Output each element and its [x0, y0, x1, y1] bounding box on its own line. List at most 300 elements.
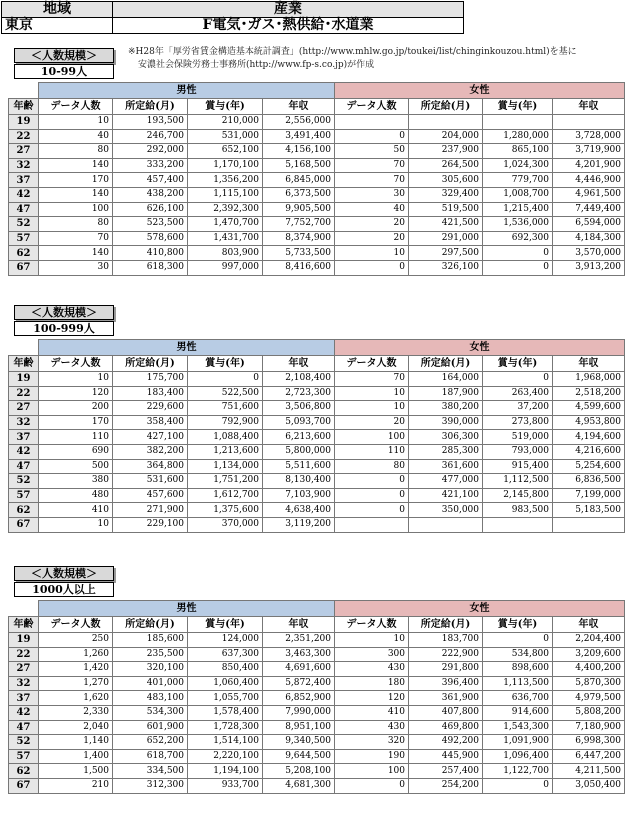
- table-row: [9, 231, 625, 246]
- value-cell: 2,392,300: [188, 202, 263, 217]
- value-cell: 264,500: [409, 158, 483, 173]
- value-cell: 2,351,200: [263, 633, 335, 648]
- value-cell: 5,183,500: [553, 503, 625, 518]
- region-label: 地域: [2, 2, 113, 18]
- value-cell: 0: [483, 372, 553, 387]
- age-cell: 47: [9, 202, 39, 217]
- value-cell: 0: [188, 372, 263, 387]
- column-header: 年収: [553, 356, 625, 372]
- female-group-header: 女性: [335, 340, 625, 356]
- value-cell: 254,200: [409, 778, 483, 793]
- value-cell: 578,600: [113, 231, 188, 246]
- value-cell: 5,511,600: [263, 459, 335, 474]
- value-cell: 430: [335, 662, 409, 677]
- value-cell: 5,870,300: [553, 676, 625, 691]
- value-cell: 1,213,600: [188, 444, 263, 459]
- value-cell: 70: [335, 158, 409, 173]
- value-cell: 320,100: [113, 662, 188, 677]
- value-cell: 618,300: [113, 260, 188, 275]
- column-header: 所定給(月): [409, 99, 483, 115]
- value-cell: 637,300: [188, 647, 263, 662]
- value-cell: 285,300: [409, 444, 483, 459]
- value-cell: 5,872,400: [263, 676, 335, 691]
- table-row: [9, 503, 625, 518]
- value-cell: 1,543,300: [483, 720, 553, 735]
- value-cell: 358,400: [113, 415, 188, 430]
- age-cell: 57: [9, 488, 39, 503]
- value-cell: 933,700: [188, 778, 263, 793]
- age-cell: 22: [9, 386, 39, 401]
- value-cell: 246,700: [113, 129, 188, 144]
- value-cell: 2,518,200: [553, 386, 625, 401]
- value-cell: 4,599,600: [553, 401, 625, 416]
- value-cell: 37,200: [483, 401, 553, 416]
- value-cell: 534,800: [483, 647, 553, 662]
- value-cell: 915,400: [483, 459, 553, 474]
- value-cell: 1,280,000: [483, 129, 553, 144]
- value-cell: 401,000: [113, 676, 188, 691]
- column-header: 年収: [263, 356, 335, 372]
- value-cell: 4,638,400: [263, 503, 335, 518]
- value-cell: 390,000: [409, 415, 483, 430]
- value-cell: 5,093,700: [263, 415, 335, 430]
- value-cell: 2,556,000: [263, 115, 335, 130]
- corner-cell: [9, 340, 39, 356]
- table-row: [9, 401, 625, 416]
- size-label: ＜人数規模＞: [14, 566, 114, 581]
- value-cell: [483, 115, 553, 130]
- value-cell: 7,180,900: [553, 720, 625, 735]
- value-cell: 983,500: [483, 503, 553, 518]
- value-cell: 3,209,600: [553, 647, 625, 662]
- source-note-line2: 安濃社会保険労務士事務所(http://www.fp-s.co.jp)が作成: [138, 60, 375, 70]
- value-cell: 2,330: [39, 705, 113, 720]
- column-header: データ人数: [39, 617, 113, 633]
- value-cell: 4,216,600: [553, 444, 625, 459]
- value-cell: 50: [335, 144, 409, 159]
- table-row: [9, 430, 625, 445]
- source-note-line1: ※H28年「厚労省賃金構造基本統計調査」(http://www.mhlw.go.jp/toukei/list/chinginkouzou.html)を基に: [128, 47, 577, 57]
- value-cell: 320: [335, 735, 409, 750]
- value-cell: 8,951,100: [263, 720, 335, 735]
- column-header: 年収: [553, 617, 625, 633]
- value-cell: 421,500: [409, 217, 483, 232]
- value-cell: 652,200: [113, 735, 188, 750]
- value-cell: 779,700: [483, 173, 553, 188]
- male-group-header: 男性: [39, 601, 335, 617]
- value-cell: 80: [335, 459, 409, 474]
- value-cell: 865,100: [483, 144, 553, 159]
- region-value: 東京: [2, 18, 113, 34]
- value-cell: 6,845,000: [263, 173, 335, 188]
- age-cell: 37: [9, 430, 39, 445]
- age-cell: 32: [9, 415, 39, 430]
- value-cell: 427,100: [113, 430, 188, 445]
- value-cell: 20: [335, 231, 409, 246]
- value-cell: [553, 517, 625, 532]
- value-cell: 531,000: [188, 129, 263, 144]
- age-cell: 37: [9, 691, 39, 706]
- value-cell: 793,000: [483, 444, 553, 459]
- value-cell: 1,270: [39, 676, 113, 691]
- value-cell: 410,800: [113, 246, 188, 261]
- age-cell: 67: [9, 260, 39, 275]
- value-cell: 4,953,800: [553, 415, 625, 430]
- value-cell: 519,000: [483, 430, 553, 445]
- value-cell: 438,200: [113, 187, 188, 202]
- value-cell: 3,728,000: [553, 129, 625, 144]
- table-row: [9, 260, 625, 275]
- value-cell: 200: [39, 401, 113, 416]
- value-cell: 5,800,000: [263, 444, 335, 459]
- value-cell: 183,400: [113, 386, 188, 401]
- value-cell: 898,600: [483, 662, 553, 677]
- value-cell: 1,420: [39, 662, 113, 677]
- value-cell: 492,200: [409, 735, 483, 750]
- table-row: [9, 691, 625, 706]
- value-cell: 1,024,300: [483, 158, 553, 173]
- value-cell: 210,000: [188, 115, 263, 130]
- value-cell: 1,112,500: [483, 474, 553, 489]
- age-header: 年齢: [9, 617, 39, 633]
- value-cell: 235,500: [113, 647, 188, 662]
- value-cell: 792,900: [188, 415, 263, 430]
- age-cell: 62: [9, 246, 39, 261]
- table-row: [9, 459, 625, 474]
- value-cell: 7,449,400: [553, 202, 625, 217]
- value-cell: 6,373,500: [263, 187, 335, 202]
- age-cell: 57: [9, 231, 39, 246]
- column-header: データ人数: [39, 356, 113, 372]
- table-row: [9, 517, 625, 532]
- value-cell: 333,200: [113, 158, 188, 173]
- column-header: 年収: [263, 99, 335, 115]
- age-cell: 32: [9, 158, 39, 173]
- age-cell: 22: [9, 647, 39, 662]
- value-cell: 500: [39, 459, 113, 474]
- value-cell: 1,008,700: [483, 187, 553, 202]
- value-cell: 187,900: [409, 386, 483, 401]
- value-cell: 3,719,900: [553, 144, 625, 159]
- age-cell: 52: [9, 217, 39, 232]
- value-cell: 4,979,500: [553, 691, 625, 706]
- age-cell: 47: [9, 720, 39, 735]
- column-header: 賞与(年): [188, 356, 263, 372]
- value-cell: 312,300: [113, 778, 188, 793]
- value-cell: 10: [39, 115, 113, 130]
- age-cell: 62: [9, 503, 39, 518]
- value-cell: 457,600: [113, 488, 188, 503]
- value-cell: 80: [39, 144, 113, 159]
- value-cell: 291,800: [409, 662, 483, 677]
- value-cell: 1,140: [39, 735, 113, 750]
- age-cell: 27: [9, 401, 39, 416]
- value-cell: [335, 115, 409, 130]
- column-header: 賞与(年): [483, 356, 553, 372]
- value-cell: 3,506,800: [263, 401, 335, 416]
- value-cell: 1,578,400: [188, 705, 263, 720]
- value-cell: [409, 517, 483, 532]
- value-cell: 5,254,600: [553, 459, 625, 474]
- value-cell: 1,968,000: [553, 372, 625, 387]
- age-cell: 57: [9, 749, 39, 764]
- value-cell: 1,194,100: [188, 764, 263, 779]
- table-row: [9, 372, 625, 387]
- value-cell: 457,400: [113, 173, 188, 188]
- value-cell: 4,681,300: [263, 778, 335, 793]
- column-header: データ人数: [335, 617, 409, 633]
- value-cell: 626,100: [113, 202, 188, 217]
- age-header: 年齢: [9, 356, 39, 372]
- value-cell: 370,000: [188, 517, 263, 532]
- value-cell: 7,990,000: [263, 705, 335, 720]
- value-cell: 164,000: [409, 372, 483, 387]
- value-cell: 2,040: [39, 720, 113, 735]
- value-cell: 430: [335, 720, 409, 735]
- size-label: ＜人数規模＞: [14, 48, 114, 63]
- value-cell: 1,115,100: [188, 187, 263, 202]
- value-cell: 5,808,200: [553, 705, 625, 720]
- value-cell: 0: [335, 474, 409, 489]
- industry-value: F電気･ガス･熱供給･水道業: [113, 18, 464, 34]
- value-cell: 636,700: [483, 691, 553, 706]
- value-cell: 803,900: [188, 246, 263, 261]
- value-cell: 70: [335, 372, 409, 387]
- value-cell: 4,194,600: [553, 430, 625, 445]
- value-cell: 519,500: [409, 202, 483, 217]
- value-cell: 237,900: [409, 144, 483, 159]
- value-cell: 1,113,500: [483, 676, 553, 691]
- value-cell: 4,184,300: [553, 231, 625, 246]
- value-cell: 652,100: [188, 144, 263, 159]
- value-cell: 0: [335, 503, 409, 518]
- value-cell: 100: [335, 764, 409, 779]
- column-header: データ人数: [335, 356, 409, 372]
- value-cell: 1,400: [39, 749, 113, 764]
- value-cell: 329,400: [409, 187, 483, 202]
- value-cell: 185,600: [113, 633, 188, 648]
- age-cell: 27: [9, 662, 39, 677]
- value-cell: 7,199,000: [553, 488, 625, 503]
- table-row: [9, 129, 625, 144]
- age-cell: 19: [9, 372, 39, 387]
- value-cell: 3,913,200: [553, 260, 625, 275]
- wage-table: [8, 600, 625, 794]
- table-row: [9, 749, 625, 764]
- value-cell: 273,800: [483, 415, 553, 430]
- value-cell: 5,208,100: [263, 764, 335, 779]
- value-cell: 124,000: [188, 633, 263, 648]
- value-cell: 0: [483, 260, 553, 275]
- value-cell: 183,700: [409, 633, 483, 648]
- value-cell: 1,751,200: [188, 474, 263, 489]
- value-cell: 229,600: [113, 401, 188, 416]
- value-cell: 229,100: [113, 517, 188, 532]
- value-cell: 305,600: [409, 173, 483, 188]
- value-cell: 1,088,400: [188, 430, 263, 445]
- value-cell: 10: [39, 517, 113, 532]
- value-cell: 263,400: [483, 386, 553, 401]
- value-cell: 445,900: [409, 749, 483, 764]
- column-header: 年収: [553, 99, 625, 115]
- source-note: [128, 46, 577, 72]
- value-cell: 250: [39, 633, 113, 648]
- value-cell: 70: [39, 231, 113, 246]
- value-cell: 618,700: [113, 749, 188, 764]
- table-row: [9, 778, 625, 793]
- value-cell: 4,691,600: [263, 662, 335, 677]
- value-cell: 523,500: [113, 217, 188, 232]
- value-cell: 421,100: [409, 488, 483, 503]
- value-cell: 140: [39, 246, 113, 261]
- column-header: 所定給(月): [113, 99, 188, 115]
- column-header: 賞与(年): [483, 99, 553, 115]
- value-cell: 0: [483, 778, 553, 793]
- value-cell: 10: [335, 246, 409, 261]
- age-cell: 67: [9, 778, 39, 793]
- column-header: 賞与(年): [188, 617, 263, 633]
- value-cell: 170: [39, 415, 113, 430]
- value-cell: 3,463,300: [263, 647, 335, 662]
- value-cell: 20: [335, 217, 409, 232]
- value-cell: 9,644,500: [263, 749, 335, 764]
- table-row: [9, 144, 625, 159]
- value-cell: 469,800: [409, 720, 483, 735]
- age-cell: 32: [9, 676, 39, 691]
- value-cell: [409, 115, 483, 130]
- value-cell: 7,752,700: [263, 217, 335, 232]
- age-cell: 52: [9, 735, 39, 750]
- value-cell: 382,200: [113, 444, 188, 459]
- value-cell: 380,200: [409, 401, 483, 416]
- value-cell: 190: [335, 749, 409, 764]
- value-cell: 334,500: [113, 764, 188, 779]
- male-group-header: 男性: [39, 83, 335, 99]
- table-row: [9, 173, 625, 188]
- value-cell: 1,536,000: [483, 217, 553, 232]
- value-cell: 193,500: [113, 115, 188, 130]
- value-cell: 1,431,700: [188, 231, 263, 246]
- table-row: [9, 764, 625, 779]
- value-cell: 6,213,600: [263, 430, 335, 445]
- value-cell: 1,470,700: [188, 217, 263, 232]
- table-row: [9, 246, 625, 261]
- value-cell: 30: [39, 260, 113, 275]
- value-cell: 40: [39, 129, 113, 144]
- value-cell: 0: [335, 260, 409, 275]
- table-row: [9, 187, 625, 202]
- value-cell: 480: [39, 488, 113, 503]
- wage-table: [8, 339, 625, 533]
- value-cell: 361,600: [409, 459, 483, 474]
- value-cell: 40: [335, 202, 409, 217]
- value-cell: 5,168,500: [263, 158, 335, 173]
- value-cell: 522,500: [188, 386, 263, 401]
- age-cell: 37: [9, 173, 39, 188]
- value-cell: 350,000: [409, 503, 483, 518]
- value-cell: 3,050,400: [553, 778, 625, 793]
- column-header: 所定給(月): [409, 617, 483, 633]
- value-cell: 997,000: [188, 260, 263, 275]
- value-cell: 380: [39, 474, 113, 489]
- value-cell: 291,000: [409, 231, 483, 246]
- value-cell: 850,400: [188, 662, 263, 677]
- table-row: [9, 662, 625, 677]
- value-cell: 120: [39, 386, 113, 401]
- value-cell: 271,900: [113, 503, 188, 518]
- table-row: [9, 217, 625, 232]
- value-cell: [335, 517, 409, 532]
- wage-table: [8, 82, 625, 276]
- value-cell: 110: [335, 444, 409, 459]
- column-header: 賞与(年): [188, 99, 263, 115]
- table-row: [9, 474, 625, 489]
- region-industry-header: [1, 1, 464, 34]
- value-cell: 6,447,200: [553, 749, 625, 764]
- table-row: [9, 720, 625, 735]
- size-value: 10-99人: [14, 64, 114, 79]
- column-header: 年収: [263, 617, 335, 633]
- column-header: 賞与(年): [483, 617, 553, 633]
- value-cell: 9,905,500: [263, 202, 335, 217]
- value-cell: 4,400,200: [553, 662, 625, 677]
- table-row: [9, 488, 625, 503]
- age-cell: 42: [9, 444, 39, 459]
- age-cell: 27: [9, 144, 39, 159]
- value-cell: 10: [39, 372, 113, 387]
- value-cell: 120: [335, 691, 409, 706]
- value-cell: 1,620: [39, 691, 113, 706]
- value-cell: 4,156,100: [263, 144, 335, 159]
- value-cell: 9,340,500: [263, 735, 335, 750]
- value-cell: 1,122,700: [483, 764, 553, 779]
- value-cell: 1,375,600: [188, 503, 263, 518]
- value-cell: 292,000: [113, 144, 188, 159]
- value-cell: 20: [335, 415, 409, 430]
- value-cell: 1,096,400: [483, 749, 553, 764]
- value-cell: 3,119,200: [263, 517, 335, 532]
- value-cell: 80: [39, 217, 113, 232]
- table-row: [9, 415, 625, 430]
- table-row: [9, 444, 625, 459]
- age-cell: 62: [9, 764, 39, 779]
- value-cell: 306,300: [409, 430, 483, 445]
- male-group-header: 男性: [39, 340, 335, 356]
- age-header: 年齢: [9, 99, 39, 115]
- value-cell: 2,108,400: [263, 372, 335, 387]
- value-cell: 180: [335, 676, 409, 691]
- value-cell: 30: [335, 187, 409, 202]
- value-cell: 140: [39, 187, 113, 202]
- value-cell: 100: [39, 202, 113, 217]
- value-cell: 601,900: [113, 720, 188, 735]
- value-cell: 1,728,300: [188, 720, 263, 735]
- value-cell: 10: [335, 633, 409, 648]
- column-header: データ人数: [335, 99, 409, 115]
- female-group-header: 女性: [335, 83, 625, 99]
- table-row: [9, 386, 625, 401]
- value-cell: 6,998,300: [553, 735, 625, 750]
- value-cell: 914,600: [483, 705, 553, 720]
- value-cell: 2,220,100: [188, 749, 263, 764]
- value-cell: 483,100: [113, 691, 188, 706]
- table-row: [9, 115, 625, 130]
- value-cell: 3,491,400: [263, 129, 335, 144]
- value-cell: 110: [39, 430, 113, 445]
- value-cell: 222,900: [409, 647, 483, 662]
- value-cell: 7,103,900: [263, 488, 335, 503]
- value-cell: 396,400: [409, 676, 483, 691]
